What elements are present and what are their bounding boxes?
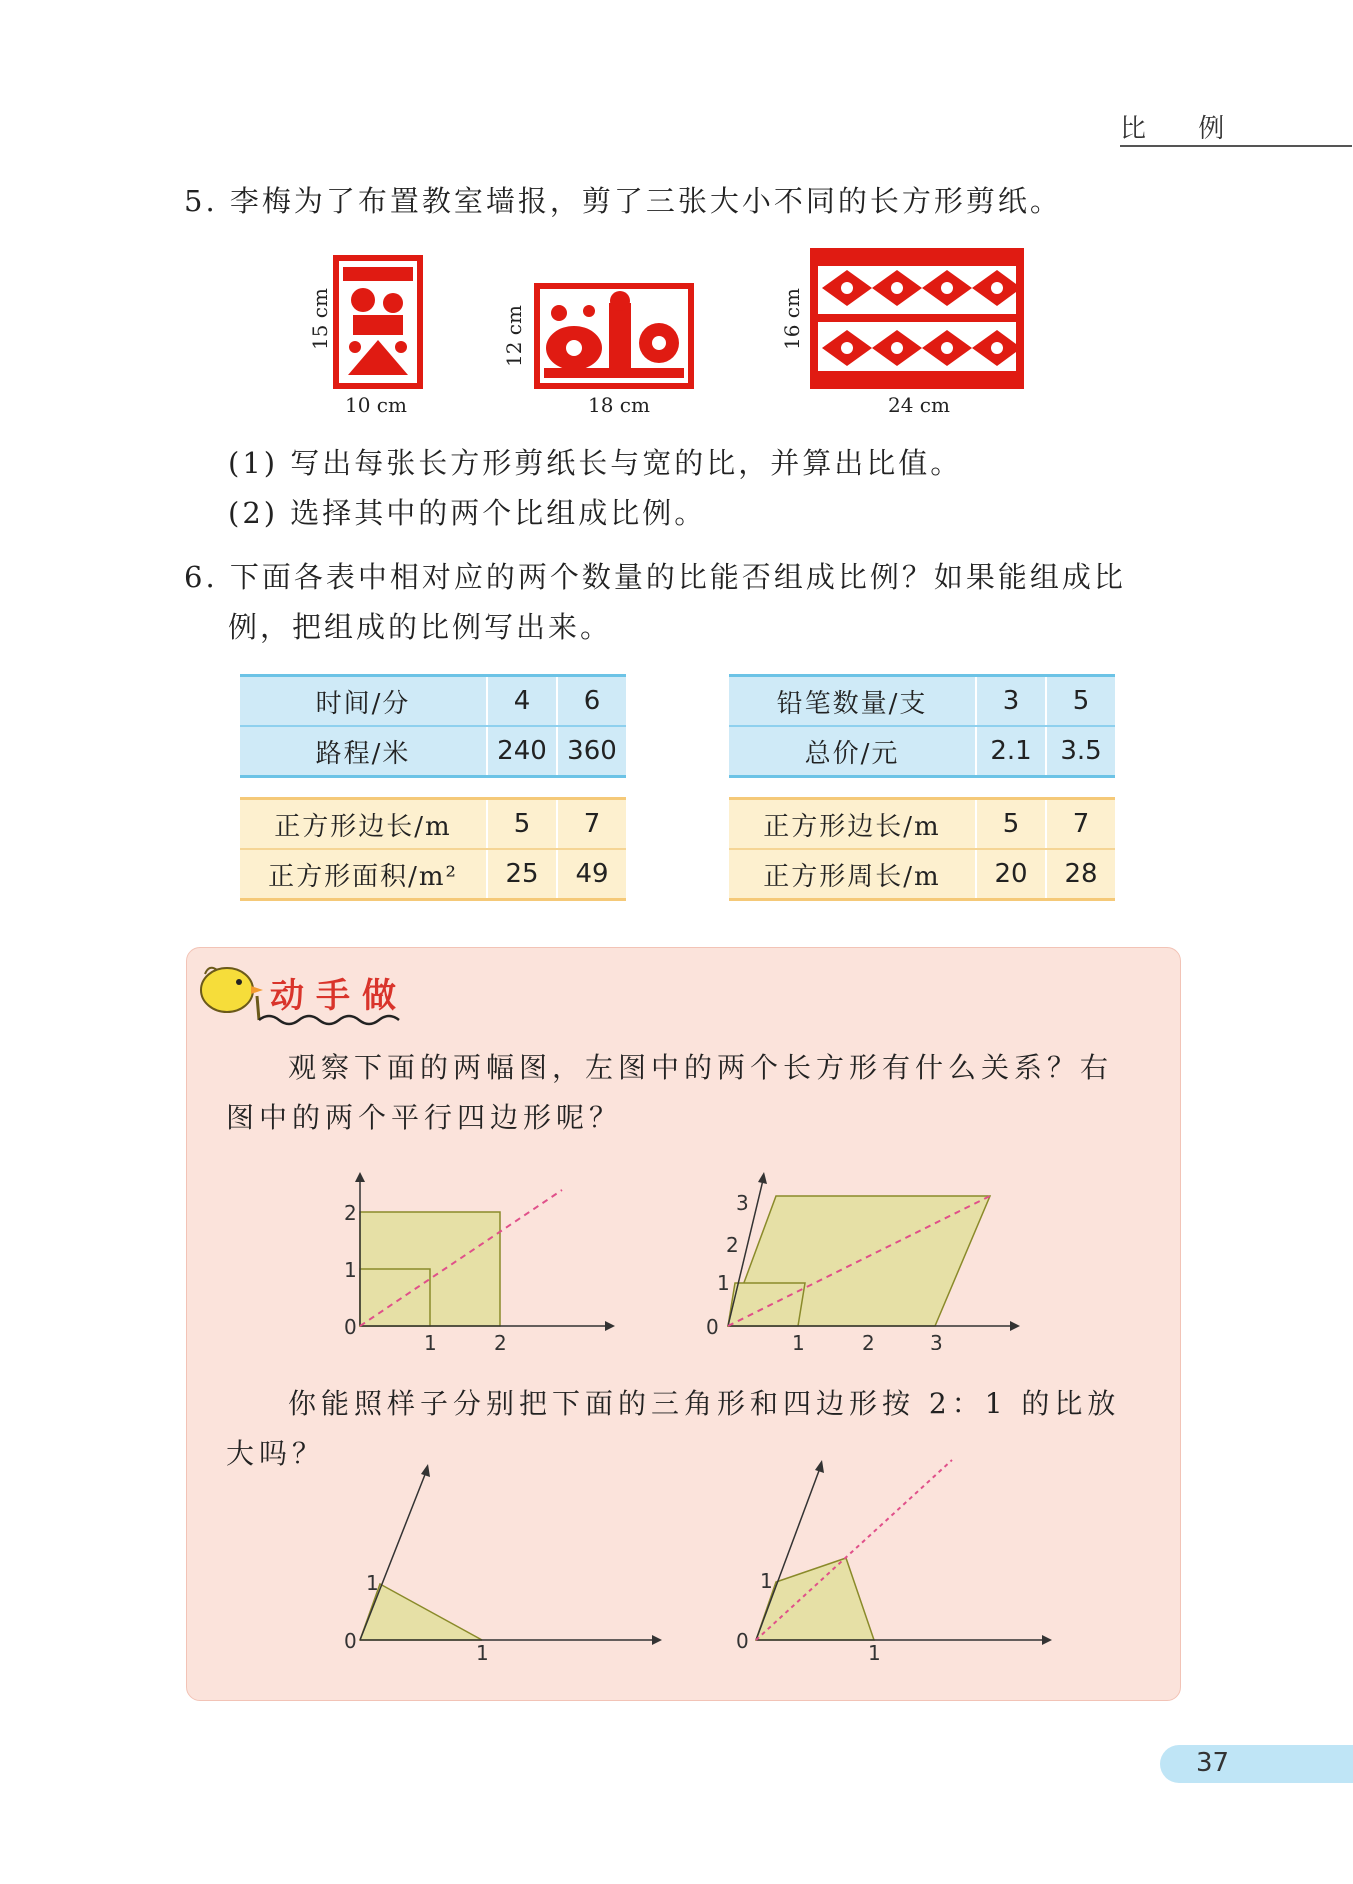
paper-3-height: 16 cm [780,288,804,350]
table-row [240,799,626,850]
table-cell: 6 [557,676,626,727]
axis-label: 0 [706,1315,719,1339]
table-cell: 正方形边长/m [729,799,976,850]
table-row [240,726,626,777]
axis-label: 2 [494,1331,507,1350]
axis-label: 3 [736,1191,749,1215]
table-square-perimeter [729,797,1115,901]
axis-label: 1 [476,1641,489,1660]
table-cell: 时间/分 [240,676,487,727]
table-cell: 25 [487,849,557,900]
table-time-distance [240,674,626,778]
axis-label: 2 [344,1201,357,1225]
figure-quadrilateral [720,1452,1060,1660]
paper-cut-image-2 [534,283,694,389]
table-cell: 7 [1046,799,1115,850]
paper-1-width: 10 cm [345,393,407,417]
axis-label: 0 [344,1315,357,1339]
table-cell: 240 [487,726,557,777]
header-rule [1120,145,1352,147]
axis-label: 1 [344,1258,357,1282]
table-row [729,676,1115,727]
table-cell: 4 [487,676,557,727]
table-cell: 360 [557,726,626,777]
table-row [240,676,626,727]
figure-rectangles [330,1170,670,1350]
question-5-text: 5. 李梅为了布置教室墙报，剪了三张大小不同的长方形剪纸。 [184,184,1062,218]
table-pencil-price [729,674,1115,778]
table-cell: 5 [487,799,557,850]
figure-parallelograms [700,1170,1040,1350]
axis-label: 0 [736,1629,749,1653]
table-cell: 路程/米 [240,726,487,777]
table-cell: 2.1 [976,726,1046,777]
table-row [729,849,1115,900]
table-cell: 7 [557,799,626,850]
axis-label: 1 [868,1641,881,1660]
page-number: 37 [1196,1748,1230,1778]
table-cell: 铅笔数量/支 [729,676,976,727]
hands-on-para2-line2: 大吗？ [226,1437,326,1470]
table-cell: 正方形周长/m [729,849,976,900]
table-cell: 总价/元 [729,726,976,777]
axis-label: 1 [717,1271,730,1295]
axis-label: 0 [344,1629,357,1653]
paper-2-width: 18 cm [588,393,650,417]
question-6-text-line1: 6. 下面各表中相对应的两个数量的比能否组成比例？如果能组成比 [184,560,1126,594]
axis-label: 1 [760,1569,773,1593]
question-5-sub-2: (2) 选择其中的两个比组成比例。 [228,496,707,530]
axis-label: 3 [930,1331,943,1350]
table-cell: 3 [976,676,1046,727]
table-cell: 49 [557,849,626,900]
chapter-title: 比 例 [1120,114,1247,144]
table-cell: 正方形面积/m² [240,849,487,900]
paper-cut-image-1 [333,255,423,389]
paper-1-height: 15 cm [308,288,332,350]
axis-label: 1 [792,1331,805,1350]
table-cell: 20 [976,849,1046,900]
paper-2-height: 12 cm [502,305,526,367]
hands-on-para1-line2: 图中的两个平行四边形呢？ [226,1101,623,1134]
table-cell: 5 [976,799,1046,850]
page-number-tab [1160,1745,1353,1783]
axis-label: 1 [424,1331,437,1350]
figure-triangle [330,1460,670,1660]
paper-cut-image-3 [810,248,1024,389]
hands-on-title: 动手做 [270,976,408,1016]
table-cell: 28 [1046,849,1115,900]
table-cell: 5 [1046,676,1115,727]
axis-label: 2 [862,1331,875,1350]
question-5-sub-1: (1) 写出每张长方形剪纸长与宽的比，并算出比值。 [228,446,963,480]
table-row [240,849,626,900]
table-cell: 3.5 [1046,726,1115,777]
table-row [729,726,1115,777]
hands-on-para2-line1: 你能照样子分别把下面的三角形和四边形按 2：1 的比放 [288,1387,1121,1420]
table-row [729,799,1115,850]
table-cell: 正方形边长/m [240,799,487,850]
question-6-text-line2: 例，把组成的比例写出来。 [228,610,613,644]
table-square-area [240,797,626,901]
hands-on-para1-line1: 观察下面的两幅图，左图中的两个长方形有什么关系？右 [288,1051,1114,1084]
axis-label: 2 [726,1233,739,1257]
paper-3-width: 24 cm [888,393,950,417]
axis-label: 1 [366,1571,379,1595]
